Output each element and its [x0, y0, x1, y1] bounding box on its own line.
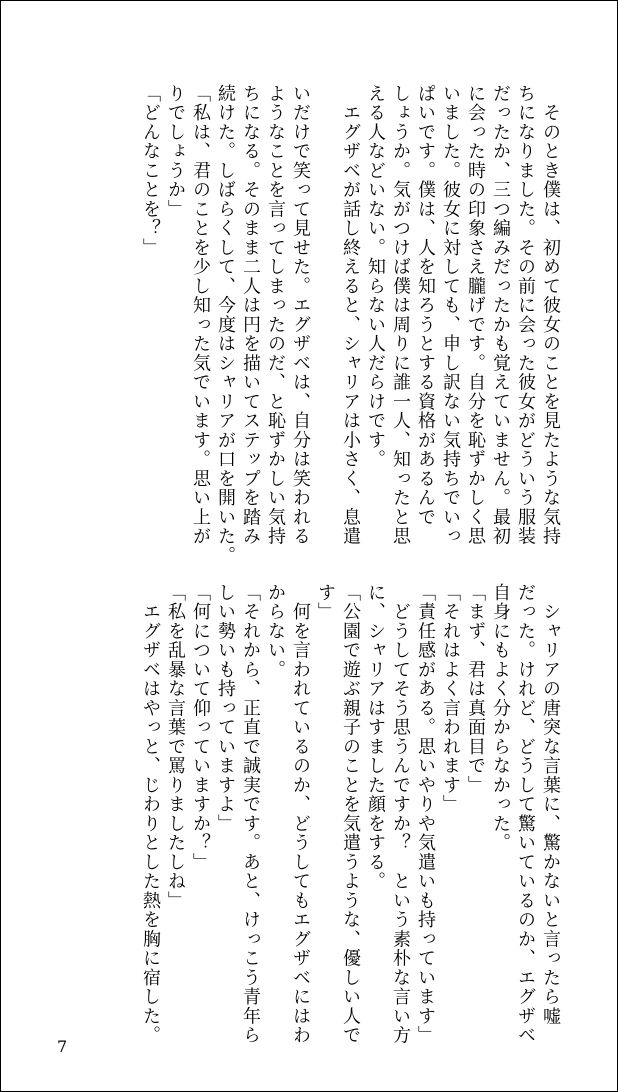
text-line: す」: [315, 583, 336, 622]
text-line: 「それはよく言われます」: [440, 583, 461, 814]
text-line: 「どんなことを？」: [140, 84, 161, 258]
text-line: える人などいない。知らない人だらけです。: [365, 84, 386, 469]
text-line: しい勢いも持っていますよ」: [215, 583, 236, 834]
text-line: ぱいです。僕は、人を知ろうとする資格があるんで: [415, 84, 436, 527]
text-line: 「私は、君のことを少し知った気でいます。思い上が: [190, 84, 211, 546]
text-line: に、シャリアはすました顔をする。: [365, 583, 386, 891]
page-number: 7: [57, 1037, 68, 1056]
text-line: ようなことを言ってしまったのだ、と恥ずかしい気持: [265, 84, 286, 546]
text-line: 何を言われているのか、どうしてもエグザベにはわ: [290, 583, 311, 1045]
text-line: 「それから、正直で誠実です。あと、けっこう青年ら: [240, 583, 261, 1045]
upper-text-block: [138, 84, 563, 566]
lower-text-block: [138, 583, 563, 1043]
text-line: 「責任感がある。思いやりや気遣いも持っています」: [415, 583, 436, 1045]
text-line: 「私を乱暴な言葉で罵りましたしね」: [165, 583, 186, 911]
text-line: 「公園で遊ぶ親子のことを気遣うような、優しい人で: [340, 583, 361, 1045]
text-line: ちになる。そのまま二人は円を描いてステップを踏み: [240, 84, 261, 546]
text-line: そのとき僕は、初めて彼女のことを見たような気持: [540, 84, 561, 546]
text-line: エグザベはやっと、じわりとした熱を胸に宿した。: [140, 583, 161, 1045]
text-line: シャリアの唐突な言葉に、驚かないと言ったら嘘: [540, 583, 561, 1026]
text-line: 「何について仰っていますか？」: [190, 583, 211, 872]
text-line: からない。: [265, 583, 286, 680]
text-line: だった。けれど、どうして驚いているのか、エグザベ: [515, 583, 536, 1045]
text-line: 続けた。しばらくして、今度はシャリアが口を開いた。: [215, 84, 236, 566]
text-line: どうしてそう思うんですか？ という素朴な言い方: [390, 583, 411, 1045]
text-line: だったか、三つ編みだったかも覚えていません。最初: [490, 84, 511, 546]
text-line: ちになりました。その前に会った彼女がどういう服装: [515, 84, 536, 546]
text-line: いました。彼女に対しても、申し訳ない気持ちでいっ: [440, 84, 461, 546]
text-line: しょうか。気がつけば僕は周りに誰一人、知ったと思: [390, 84, 411, 546]
text-line: いだけで笑って見せた。エグザベは、自分は笑われる: [290, 84, 311, 546]
text-line: 「まず、君は真面目で」: [465, 583, 486, 795]
text-line: に会った時の印象さえ朧げです。自分を恥ずかしく思: [465, 84, 486, 546]
text-line: 自身にもよく分からなかった。: [490, 583, 511, 853]
text-line: りでしょうか」: [165, 84, 186, 219]
text-line: エグザベが話し終えると、シャリアは小さく、息遣: [340, 84, 361, 546]
